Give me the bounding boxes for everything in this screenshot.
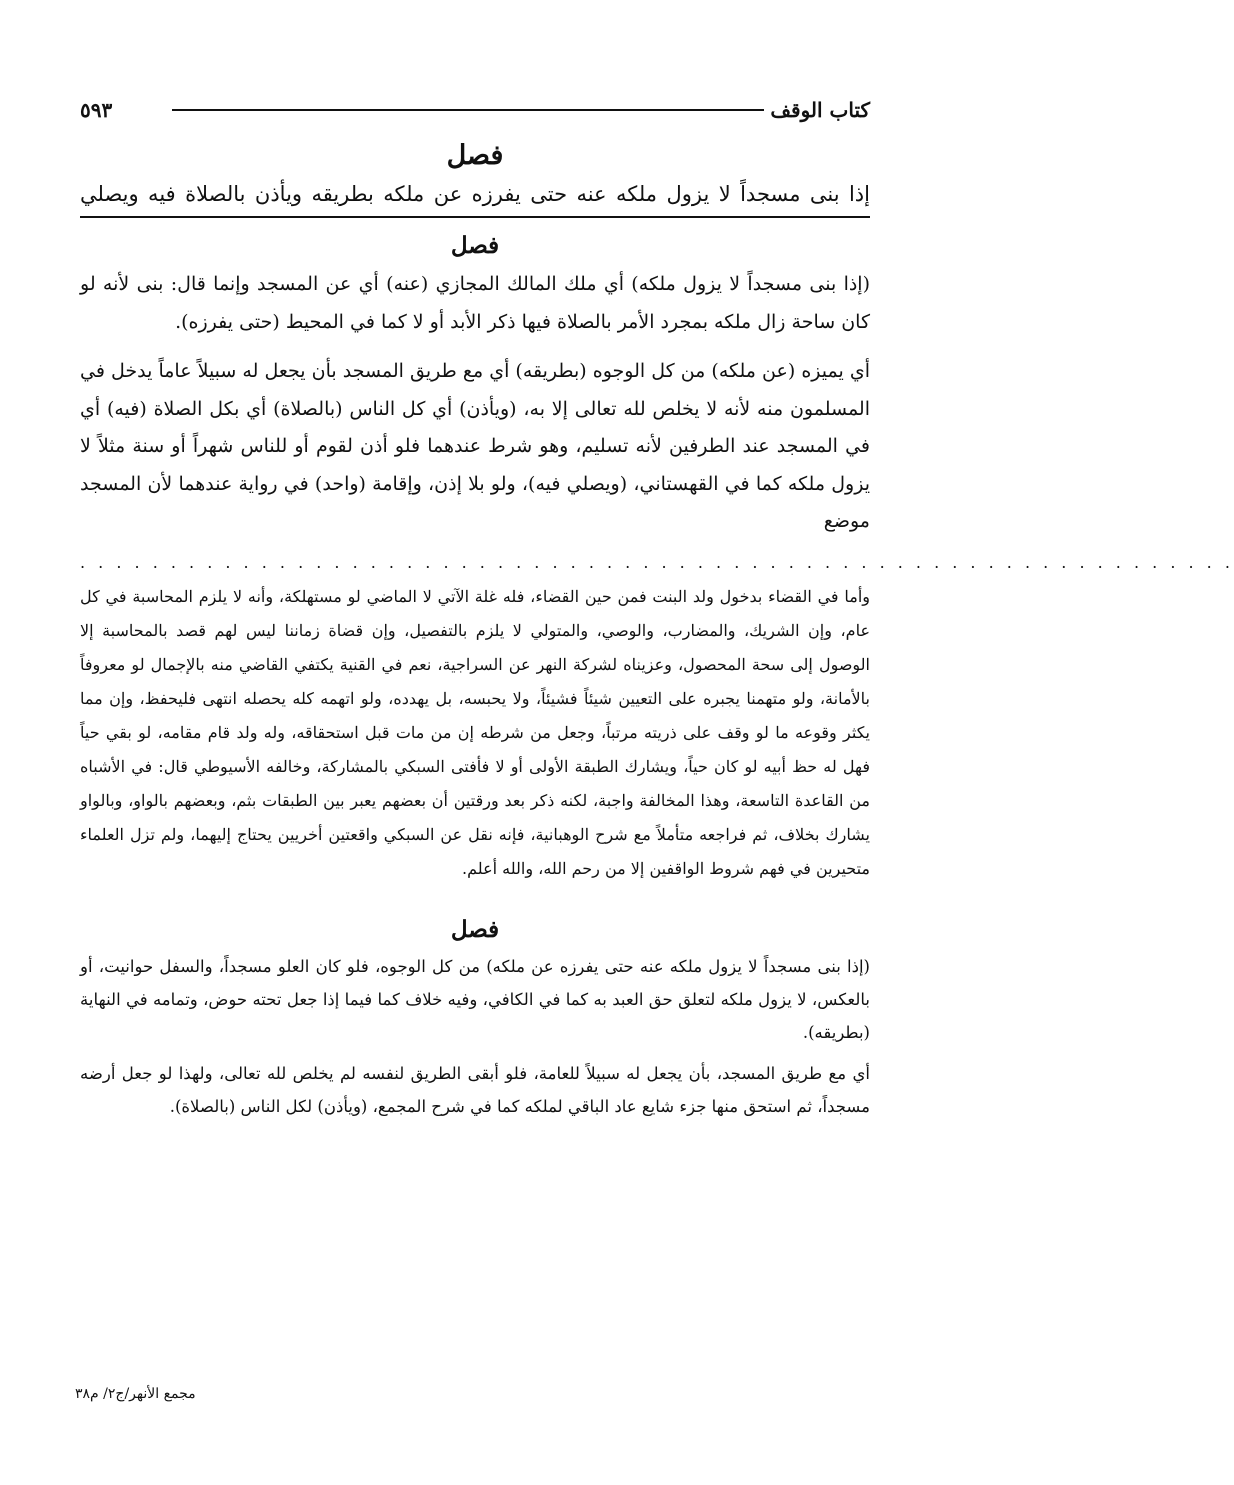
header-rule — [172, 109, 764, 111]
second-commentary-title: فصل — [450, 915, 500, 943]
commentary-paragraph: أي يميزه (عن ملكه) من كل الوجوه (بطريقه) أي مع طريق المسجد بأن يجعل له سبيلاً عاماً يدخل في المسلمون منه لأنه لا يخلص لله تعالى إلا به، (ويأذن) أي كل الناس (بالصلاة) أي بكل الصلاة (فيه) أي في المسجد عند الطرفين لأنه تسليم، وهو شرط عندهما فلو أذن لقوم أو للناس شهراً أو سنة مثلاً لا يزول ملكه كما في القهستاني، (ويصلي فيه)، ولو بلا إذن، وإقامة (واحد) في رواية عندهما لأن المسجد موضع — [80, 360, 870, 532]
commentary-paragraph: (إذا بنى مسجداً لا يزول ملكه) أي ملك المالك المجازي (عنه) أي عن المسجد وإنما قال: بنى لأنه لو كان ساحة زال ملكه بمجرد الأمر بالصلاة فيها ذكر الأبد أو لا كما في المحيط (حتى يفرزه). — [80, 273, 870, 333]
matn-block — [80, 134, 870, 218]
page-number: ٥٩٣ — [80, 98, 113, 122]
document-page — [80, 90, 1234, 1131]
commentary-section — [80, 226, 870, 541]
second-commentary-section — [80, 910, 870, 1123]
matn-divider — [80, 216, 870, 218]
commentary-title: فصل — [450, 232, 500, 259]
gloss-section — [80, 580, 870, 886]
footer-signature: مجمع الأنهر/ج٢/ م٣٨ — [75, 1386, 196, 1402]
gloss-paragraph: وأما في القضاء بدخول ولد البنت فمن حين القضاء، فله غلة الآتي لا الماضي لو مستهلكة، وأنه لا يلزم المحاسبة في كل عام، وإن الشريك، والمضارب، والوصي، والمتولي لا يلزم بالتفصيل، وإن قضاة زماننا ليس لهم قصد بالمحاسبة إلا الوصول إلى سحة المحصول، وعزيناه لشركة النهر عن السراجية، نعم في القنية يكتفي القاضي منه بالإجمال لو معروفاً بالأمانة، ولو متهمنا يجبره على التعيين شيئاً فشيئاً، ولا يحبسه، بل يهدده، ولو اتهمه كله يحصله انتهى فليحفظ، وإن مما يكثر وقوعه ما لو وقف على ذريته مرتباً، وجعل من شرطه إن من مات قبل استحقاقه، وله ولد قام مقامه، لو بقي حياً فهل له حظ أبيه لو كان حياً، ويشارك الطبقة الأولى أو لا فأفتى السبكي بالمشاركة، وخالفه الأسيوطي قال: في الأشباه من القاعدة التاسعة، وهذا المخالفة واجبة، لكنه ذكر بعد ورقتين أن بعضهم يعبر بين الطبقات بثم، وبعضهم بالواو، وبالواو يشارك بخلاف، ثم فراجعه متأملاً مع شرح الوهبانية، فإنه نقل عن السبكي واقعتين أخريين يحتاج إليهما، ولم تزل العلماء متحيرين في فهم شروط الواقفين إلا من رحم الله، والله أعلم. — [80, 586, 871, 878]
running-title: كتاب الوقف — [770, 98, 870, 122]
dotted-separator: . . . . . . . . . . . . . . . . . . . . . . . . . . . . . . . . . . . . . . . . . . . . . . . . . . . . . . . . . . . . . . . . — [80, 552, 1234, 572]
page-header — [80, 90, 870, 130]
second-commentary-paragraph: أي مع طريق المسجد، بأن يجعل له سبيلاً للعامة، فلو أبقى الطريق لنفسه لم يخلص لله تعالى، ولهذا لو جعل أرضه مسجداً، ثم استحق منها جزء شايع عاد الباقي لملكه كما في شرح المجمع، (ويأذن) لكل الناس (بالصلاة). — [80, 1063, 870, 1116]
matn-text: إذا بنى مسجداً لا يزول ملكه عنه حتى يفرزه عن ملكه بطريقه ويأذن بالصلاة فيه ويصلي — [80, 182, 870, 206]
matn-title: فصل — [446, 140, 504, 171]
second-commentary-paragraph: (إذا بنى مسجداً لا يزول ملكه عنه حتى يفرزه عن ملكه) من كل الوجوه، فلو كان العلو مسجداً، والسفل حوانيت، أو بالعكس، لا يزول ملكه لتعلق حق العبد به كما في الكافي، وفيه خلاف كما فيما إذا جعل تحته حوض، وتمامه في النهاية (بطريقه). — [80, 956, 870, 1042]
